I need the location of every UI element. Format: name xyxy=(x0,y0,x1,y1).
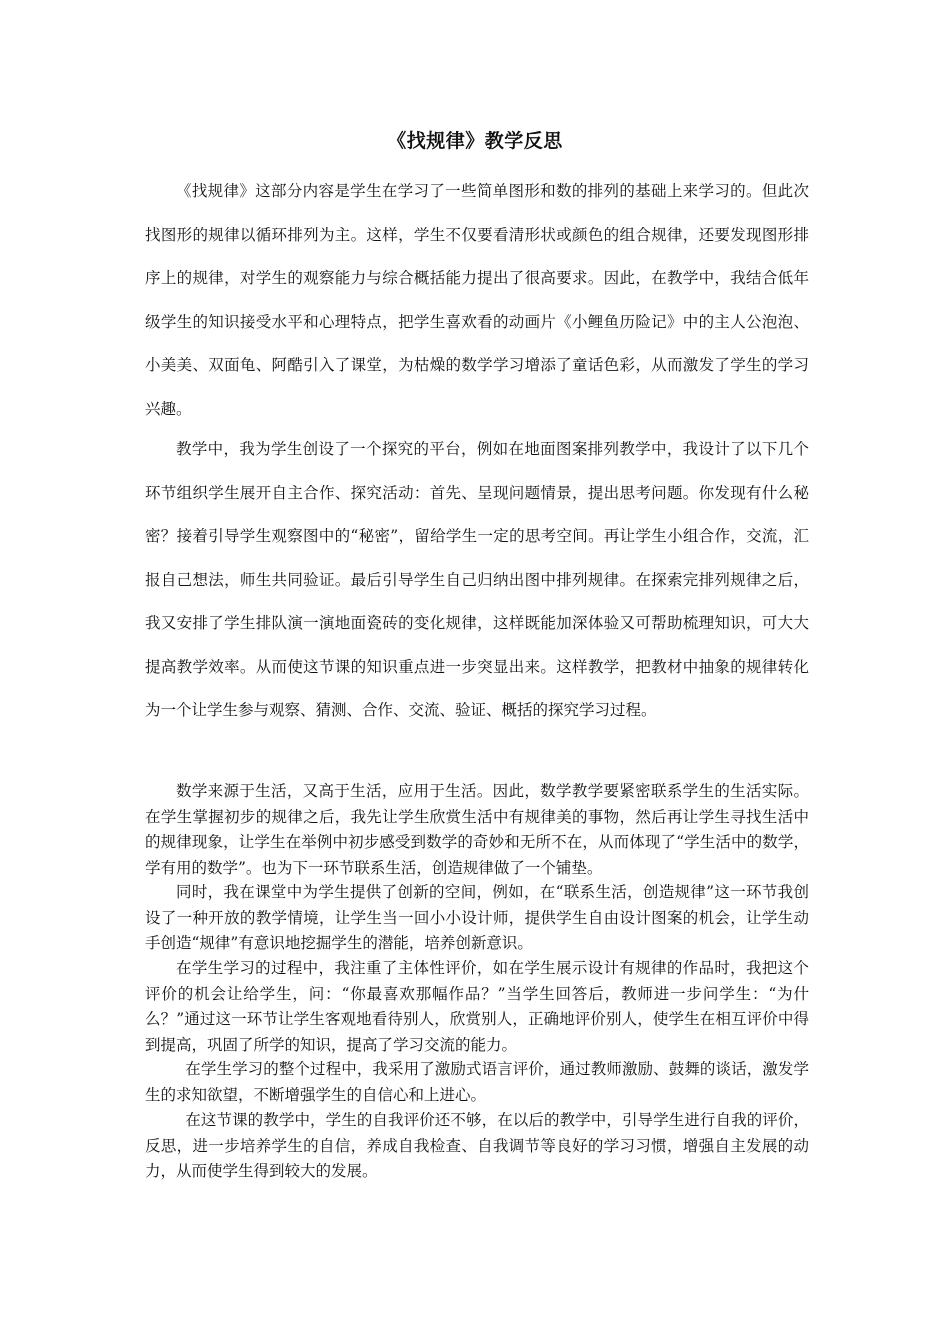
paragraph-peer-evaluation: 在学生学习的过程中，我注重了主体性评价，如在学生展示设计有规律的作品时，我把这个评价的机会让给学生，问：“你最喜欢那幅作品？”当学生回答后，教师进一步问学生：“为什么？”通过这一环节让学生客观地看待别人，欣赏别人，正确地评价别人，使学生在相互评价中得到提高，巩固了所学的知识，提高了学习交流的能力。 xyxy=(145,959,809,1054)
paragraph-intro: 《找规律》这部分内容是学生在学习了一些简单图形和数的排列的基础上来学习的。但此次找图形的规律以循环排列为主。这样，学生不仅要看清形状或颜色的组合规律，还要发现图形排序上的规律，对学生的观察能力与综合概括能力提出了很高要求。因此，在教学中，我结合低年级学生的知识接受水平和心理特点，把学生喜欢看的动画片《小鲤鱼历险记》中的主人公泡泡、小美美、双面龟、阿酷引入了课堂，为枯燥的数学学习增添了童话色彩，从而激发了学生的学习兴趣。 xyxy=(145,182,809,418)
paragraph-exploration: 教学中，我为学生创设了一个探究的平台，例如在地面图案排列教学中，我设计了以下几个环节组织学生展开自主合作、探究活动：首先、呈现问题情景，提出思考问题。你发现有什么秘密？接着引导学生观察图中的“秘密”，留给学生一定的思考空间。再让学生小组合作，交流，汇报自己想法，师生共同验证。最后引导学生自己归纳出图中排列规律。在探索完排列规律之后，我又安排了学生排队演一演地面瓷砖的变化规律，这样既能加深体验又可帮助梳理知识，可大大提高教学效率。从而使这节课的知识重点进一步突显出来。这样教学，把教材中抽象的规律转化为一个让学生参与观察、猜测、合作、交流、验证、概括的探究学习过程。 xyxy=(145,440,809,719)
paragraph-self-evaluation: 在这节课的教学中，学生的自我评价还不够，在以后的教学中，引导学生进行自我的评价，反思，进一步培养学生的自信，养成自我检查、自我调节等良好的学习习惯，增强自主发展的动力，从而使学生得到较大的发展。 xyxy=(145,1111,809,1180)
paragraph-encouragement: 在学生学习的整个过程中，我采用了激励式语言评价，通过教师激励、鼓舞的谈话，激发学生的求知欲望，不断增强学生的自信心和上进心。 xyxy=(145,1060,809,1104)
document-title: 《找规律》教学反思 xyxy=(387,130,563,152)
paragraph-daily-life: 数学来源于生活，又高于生活，应用于生活。因此，数学教学要紧密联系学生的生活实际。在学生掌握初步的规律之后，我先让学生欣赏生活中有规律美的事物，然后再让学生寻找生活中的规律现象，让学生在举例中初步感受到数学的奇妙和无所不在，从而体现了“学生活中的数学，学有用的数学”。也为下一环节联系生活，创造规律做了一个铺垫。 xyxy=(145,782,809,877)
paragraph-creativity: 同时，我在课堂中为学生提供了创新的空间，例如，在“联系生活，创造规律”这一环节我创设了一种开放的教学情境，让学生当一回小小设计师，提供学生自由设计图案的机会，让学生动手创造“规律”有意识地挖掘学生的潜能，培养创新意识。 xyxy=(145,883,809,952)
